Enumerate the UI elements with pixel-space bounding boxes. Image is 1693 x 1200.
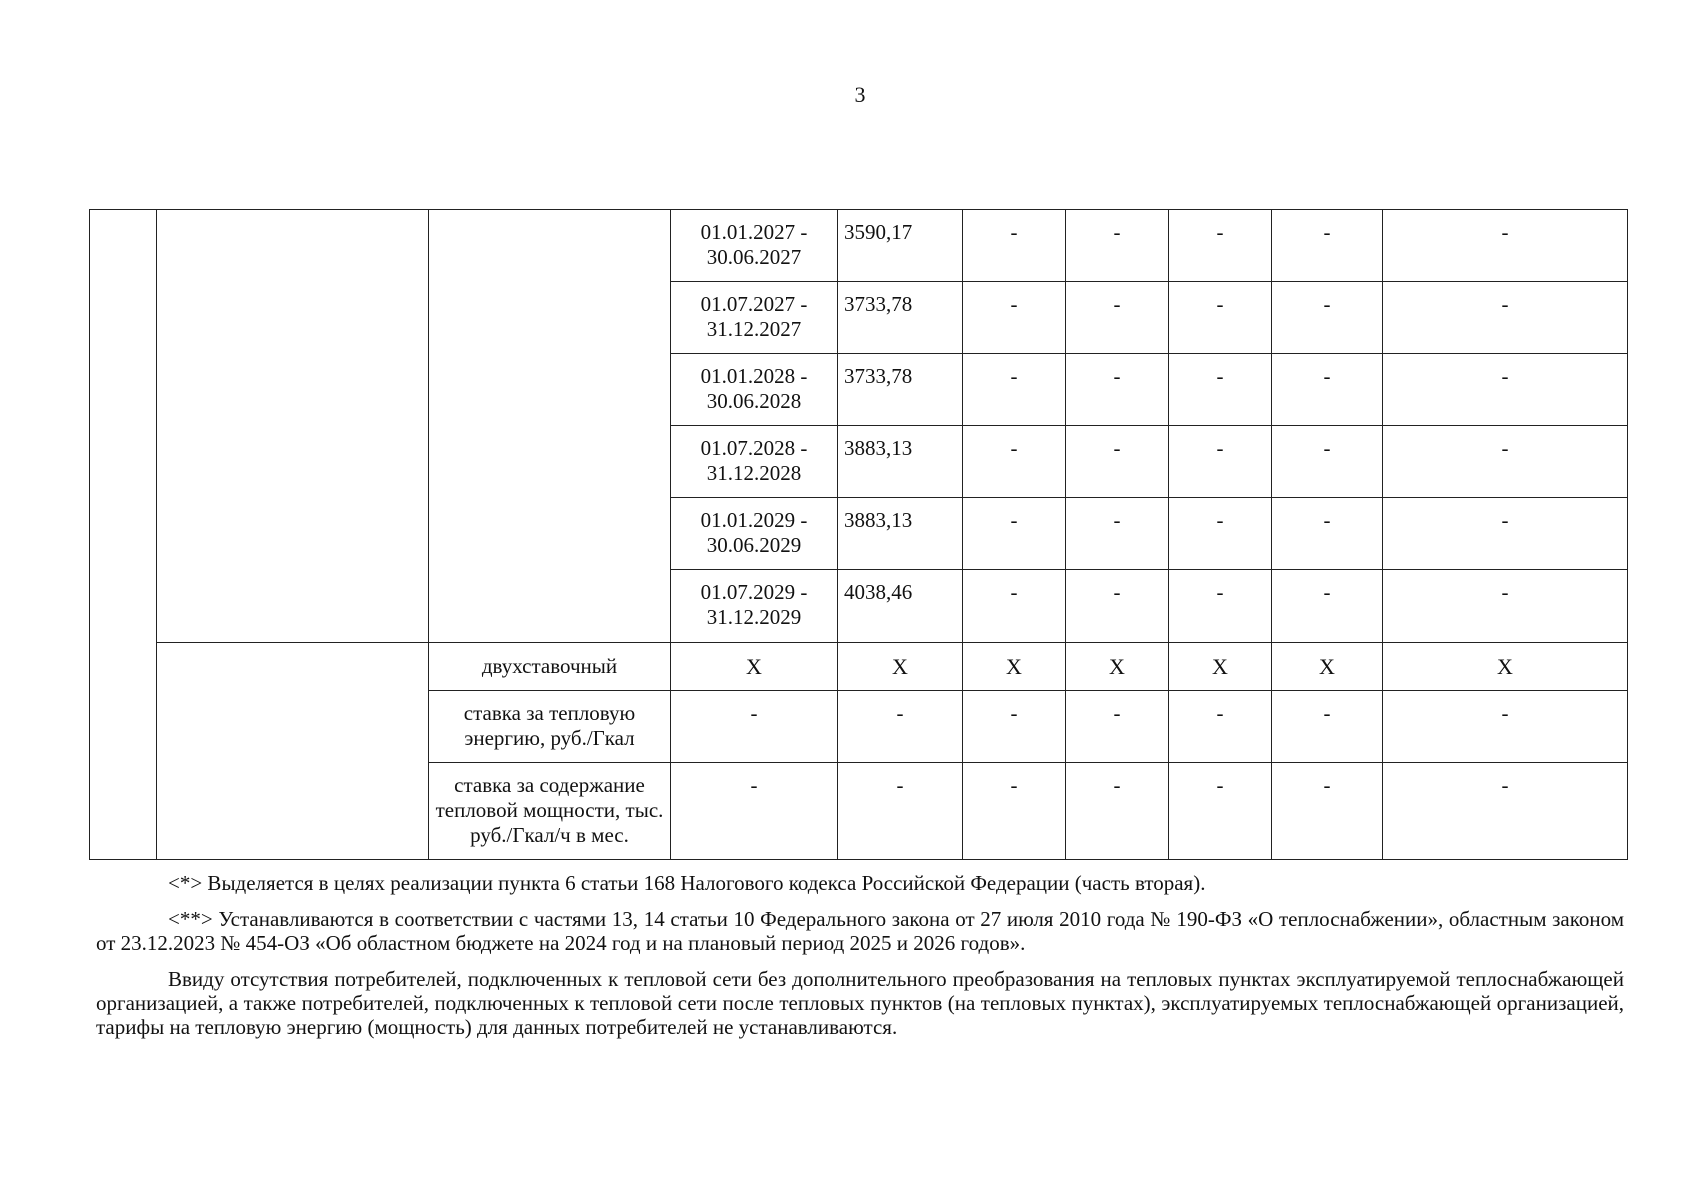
dash-cell: -	[1272, 210, 1383, 282]
dash-cell: -	[671, 691, 838, 763]
tariff-table	[89, 209, 1628, 860]
period-to: 31.12.2028	[706, 461, 802, 485]
dash-cell: -	[1383, 354, 1628, 426]
dash-cell: -	[1066, 691, 1169, 763]
tariff-value: 3733,78	[838, 354, 963, 426]
dash-cell: -	[963, 354, 1066, 426]
period-to: 31.12.2027	[706, 317, 802, 341]
period-row	[90, 210, 1628, 282]
period-from: 01.07.2029 -	[700, 580, 808, 604]
dash-cell: -	[838, 763, 963, 860]
dash-cell: -	[1169, 570, 1272, 643]
organization-cell	[157, 210, 429, 643]
energy-rate-label: ставка за тепловую энергию, руб./Гкал	[429, 691, 671, 763]
row-number-cell	[90, 210, 157, 860]
dash-cell: -	[1383, 570, 1628, 643]
period-from: 01.01.2029 -	[700, 508, 808, 532]
dash-cell: -	[1066, 570, 1169, 643]
period-cell	[671, 210, 838, 282]
dash-cell: -	[1066, 426, 1169, 498]
period-cell	[671, 354, 838, 426]
period-from: 01.07.2028 -	[700, 436, 808, 460]
tariff-value: 3590,17	[838, 210, 963, 282]
period-cell	[671, 570, 838, 643]
dash-cell: -	[1169, 354, 1272, 426]
dash-cell: -	[963, 210, 1066, 282]
capacity-rate-label: ставка за содержание тепловой мощности, тыс. руб./Гкал/ч в мес.	[429, 763, 671, 860]
page-number: 3	[854, 82, 866, 107]
dash-cell: -	[1066, 354, 1169, 426]
tariff-value: 3883,13	[838, 498, 963, 570]
dash-cell: -	[1066, 282, 1169, 354]
tariff-value: 3883,13	[838, 426, 963, 498]
dash-cell: -	[1169, 763, 1272, 860]
dash-cell: -	[1169, 210, 1272, 282]
x-cell: X	[1383, 643, 1628, 691]
two-part-tariff-row	[90, 643, 1628, 691]
period-cell	[671, 426, 838, 498]
dash-cell: -	[1272, 354, 1383, 426]
period-to: 30.06.2027	[706, 245, 802, 269]
dash-cell: -	[1383, 210, 1628, 282]
footnote-vat: <*> Выделяется в целях реализации пункта 6 статьи 168 Налогового кодекса Российской Федерации (часть вторая).	[168, 871, 1206, 895]
dash-cell: -	[963, 282, 1066, 354]
dash-cell: -	[1383, 426, 1628, 498]
dash-cell: -	[1383, 763, 1628, 860]
footnote-consumers: Ввиду отсутствия потребителей, подключенных к тепловой сети без дополнительного преобразования на тепловых пунктах эксплуатируемой теплоснабжающей организацией, а также потребителей, подключенных к тепловой сети после тепловых пунктов (на тепловых пунктах), эксплуатируемых теплоснабжающей организацией, тарифы на тепловую энергию (мощность) для данных потребителей не устанавливаются.	[96, 967, 1624, 1039]
dash-cell: -	[963, 498, 1066, 570]
dash-cell: -	[1272, 426, 1383, 498]
empty-group-cell	[157, 643, 429, 860]
period-to: 30.06.2028	[706, 389, 802, 413]
x-cell: X	[1272, 643, 1383, 691]
x-cell: X	[1169, 643, 1272, 691]
x-cell: X	[671, 643, 838, 691]
dash-cell: -	[963, 426, 1066, 498]
dash-cell: -	[963, 763, 1066, 860]
dash-cell: -	[1066, 498, 1169, 570]
tariff-value: 4038,46	[838, 570, 963, 643]
period-from: 01.01.2028 -	[700, 364, 808, 388]
dash-cell: -	[1383, 282, 1628, 354]
dash-cell: -	[963, 691, 1066, 763]
period-cell	[671, 498, 838, 570]
dash-cell: -	[1272, 570, 1383, 643]
dash-cell: -	[1169, 691, 1272, 763]
dash-cell: -	[1066, 763, 1169, 860]
dash-cell: -	[1272, 691, 1383, 763]
dash-cell: -	[1383, 498, 1628, 570]
x-cell: X	[963, 643, 1066, 691]
period-from: 01.07.2027 -	[700, 292, 808, 316]
dash-cell: -	[838, 691, 963, 763]
x-cell: X	[838, 643, 963, 691]
two-part-tariff-label: двухставочный	[429, 643, 671, 691]
tariff-value: 3733,78	[838, 282, 963, 354]
dash-cell: -	[671, 763, 838, 860]
period-to: 31.12.2029	[706, 605, 802, 629]
dash-cell: -	[963, 570, 1066, 643]
dash-cell: -	[1066, 210, 1169, 282]
dash-cell: -	[1272, 282, 1383, 354]
dash-cell: -	[1272, 498, 1383, 570]
footnote-law: <**> Устанавливаются в соответствии с частями 13, 14 статьи 10 Федерального закона от 27 июля 2010 года № 190-ФЗ «О теплоснабжении», областным законом от 23.12.2023 № 454-ОЗ «Об областном бюджете на 2024 год и на плановый период 2025 и 2026 годов».	[96, 907, 1624, 955]
dash-cell: -	[1383, 691, 1628, 763]
x-cell: X	[1066, 643, 1169, 691]
tariff-type-cell	[429, 210, 671, 643]
dash-cell: -	[1272, 763, 1383, 860]
dash-cell: -	[1169, 426, 1272, 498]
dash-cell: -	[1169, 498, 1272, 570]
period-cell	[671, 282, 838, 354]
dash-cell: -	[1169, 282, 1272, 354]
period-to: 30.06.2029	[706, 533, 802, 557]
period-from: 01.01.2027 -	[700, 220, 808, 244]
